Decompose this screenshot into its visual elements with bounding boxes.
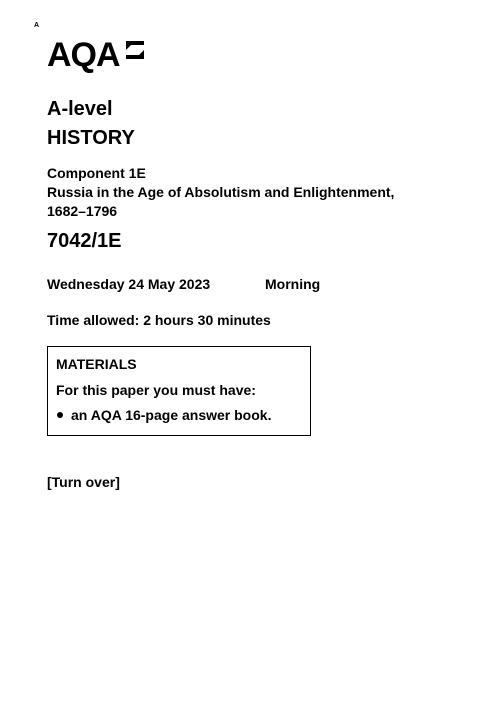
materials-box — [47, 346, 311, 436]
paper-code: 7042/1E — [47, 230, 122, 252]
exam-subject: HISTORY — [47, 127, 135, 149]
materials-intro: For this paper you must have: — [56, 382, 256, 398]
component-line-3: 1682–1796 — [47, 203, 118, 219]
component-block — [47, 164, 394, 221]
exam-level: A-level — [47, 98, 113, 120]
corner-mark: A — [34, 22, 40, 29]
aqa-logo — [47, 38, 147, 72]
aqa-flag-icon — [123, 38, 147, 62]
time-allowed: Time allowed: 2 hours 30 minutes — [47, 312, 271, 328]
turn-over-label: [Turn over] — [47, 474, 120, 490]
bullet-icon — [57, 412, 63, 418]
component-line-2: Russia in the Age of Absolutism and Enlightenment, — [47, 184, 395, 200]
component-line-1: Component 1E — [47, 165, 146, 181]
logo-text: AQA — [47, 36, 120, 74]
exam-date: Wednesday 24 May 2023 — [47, 276, 211, 292]
materials-item-text: an AQA 16-page answer book. — [71, 407, 272, 423]
exam-session: Morning — [265, 276, 321, 292]
materials-title: MATERIALS — [56, 356, 137, 372]
list-item — [56, 407, 302, 423]
